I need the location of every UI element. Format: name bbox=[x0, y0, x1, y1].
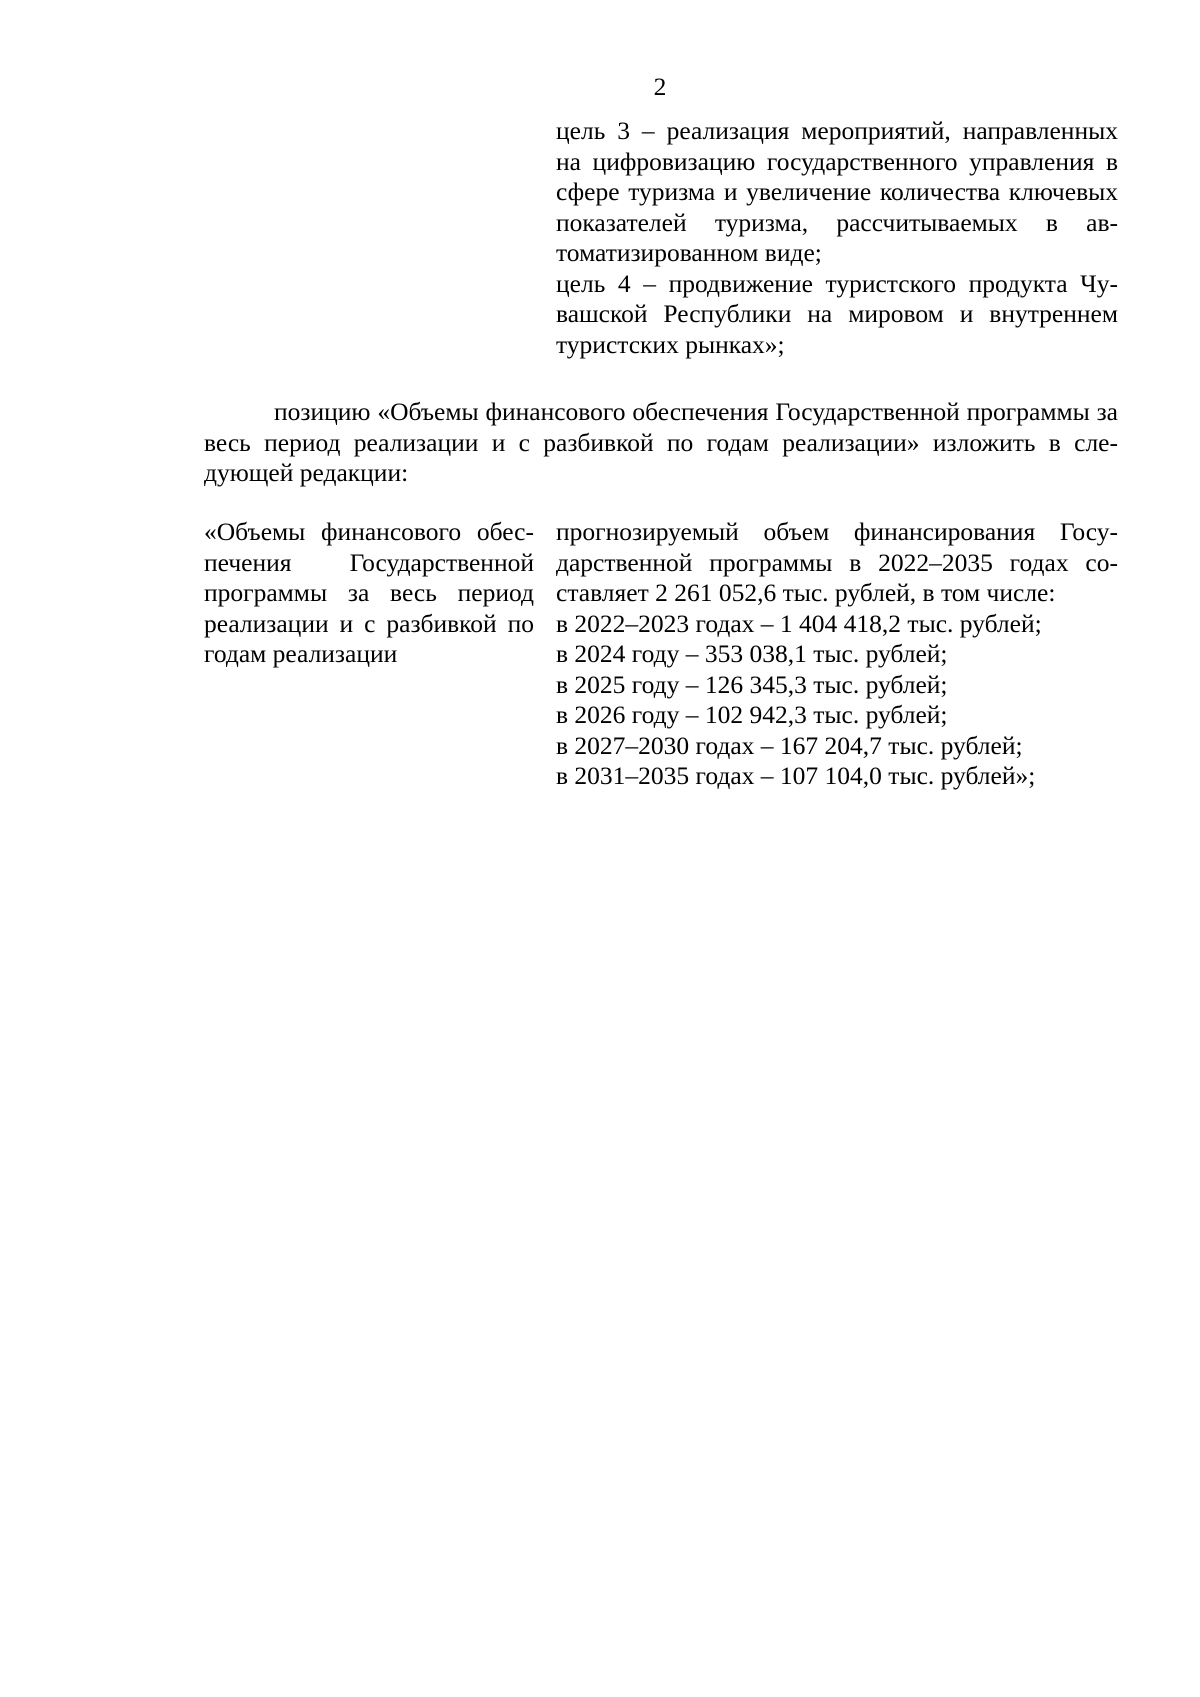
goals-block bbox=[556, 116, 1118, 360]
finance-line-2025: в 2025 году – 126 345,3 тыс. рублей; bbox=[556, 669, 948, 699]
finance-line-2031-2035: в 2031–2035 годах – 107 104,0 тыс. рублей»; bbox=[556, 761, 1036, 790]
finance-position-label: «Объемы финансового обеспечения Государственной программы за весь период реализации и с разбивкой по годам реализации bbox=[204, 517, 534, 668]
goal-3-text: цель 3 – реализация мероприятий, направленных на цифровизацию государственного управления в сфере туризма и увеличение количества ключевых показателей туризма, рассчитываемых в автоматизированном виде; bbox=[556, 116, 1118, 267]
finance-line-2022-2023: в 2022–2023 годах – 1 404 418,2 тыс. рублей; bbox=[556, 608, 1042, 638]
goal-4-text: цель 4 – продвижение туристского продукта Чувашской Республики на мировом и внутреннем туристских рынках»; bbox=[556, 268, 1118, 359]
finance-line-2027-2030: в 2027–2030 годах – 167 204,7 тыс. рублей; bbox=[556, 730, 1023, 760]
finance-line-2024: в 2024 году – 353 038,1 тыс. рублей; bbox=[556, 639, 948, 668]
finance-line-2026: в 2026 году – 102 942,3 тыс. рублей; bbox=[556, 700, 948, 729]
finance-total-text: прогнозируемый объем финансирования Государственной программы в 2022–2035 годах составляет 2 261 052,6 тыс. рублей, в том числе: bbox=[556, 517, 1118, 607]
finance-position-table bbox=[204, 517, 1118, 792]
page-number: 2 bbox=[653, 72, 667, 101]
instruction-paragraph: позицию «Объемы финансового обеспечения Государственной программы за весь период реализации и с разбивкой по годам реализации» изложить в следующей редакции: bbox=[204, 397, 1118, 487]
finance-position-details bbox=[556, 517, 1118, 792]
